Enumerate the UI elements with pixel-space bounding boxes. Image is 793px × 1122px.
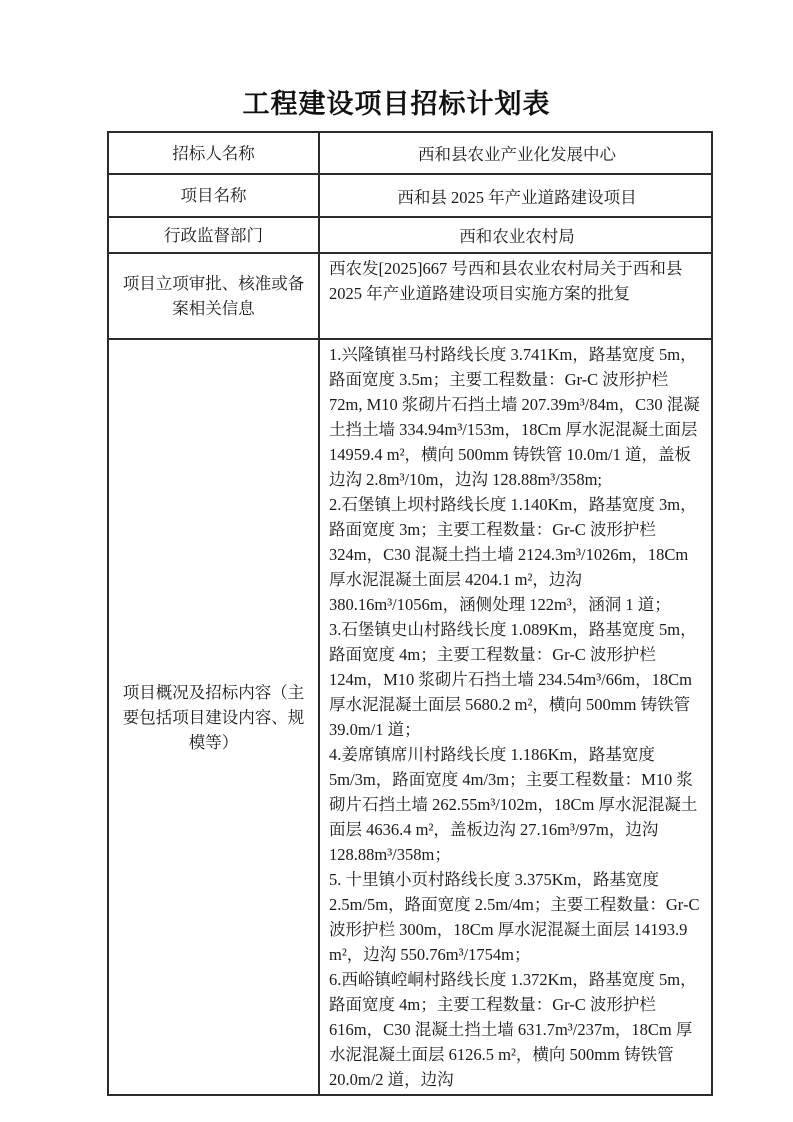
bidding-plan-table (107, 131, 713, 1096)
table-row-project-name (108, 174, 712, 217)
project-name-label: 项目名称 (108, 174, 319, 217)
road-section-item-5: 5. 十里镇小页村路线长度 3.375Km，路基宽度 2.5m/5m，路面宽度 2.5m/4m；主要工程数量：Gr-C 波形护栏 300m，18Cm 厚水泥混凝土面层 14193.9 m²，边沟 550.76m³/1754m； (329, 870, 700, 964)
project-overview-label: 项目概况及招标内容（主要包括项目建设内容、规模等） (108, 339, 319, 1095)
road-section-item-6: 6.西峪镇崆峒村路线长度 1.372Km，路基宽度 5m，路面宽度 4m；主要工程数量：Gr-C 波形护栏 616m，C30 混凝土挡土墙 631.7m³/237m，18Cm 厚水泥混凝土面层 6126.5 m²，横向 500mm 铸铁管 20.0m/2 道，边沟 (329, 970, 697, 1089)
table-row-approval-info (108, 253, 712, 339)
road-section-item-3: 3.石堡镇史山村路线长度 1.089Km，路基宽度 5m，路面宽度 4m；主要工程数量：Gr-C 波形护栏 124m，M10 浆砌片石挡土墙 234.54m³/66m，18Cm 厚水泥混凝土面层 5680.2 m²，横向 500mm 铸铁管 39.0m/1 道； (329, 620, 697, 739)
project-overview-value (319, 339, 712, 1095)
tenderer-name-label: 招标人名称 (108, 132, 319, 174)
table-row-tenderer-name (108, 132, 712, 174)
approval-info-label: 项目立项审批、核准或备案相关信息 (108, 253, 319, 339)
supervising-department-label: 行政监督部门 (108, 217, 319, 253)
table-row-supervising-department (108, 217, 712, 253)
supervising-department-value: 西和农业农村局 (319, 217, 712, 253)
road-section-item-1: 1.兴隆镇崔马村路线长度 3.741Km，路基宽度 5m，路面宽度 3.5m；主要工程数量：Gr-C 波形护栏 72m, M10 浆砌片石挡土墙 207.39m³/84m，C30 混凝土挡土墙 334.94m³/153m，18Cm 厚水泥混凝土面层 14959.4 m²，横向 500mm 铸铁管 10.0m/1 道，盖板边沟 2.8m³/10m，边沟 128.88m³/358m; (329, 345, 700, 489)
road-section-item-4: 4.姜席镇席川村路线长度 1.186Km，路基宽度 5m/3m，路面宽度 4m/3m；主要工程数量：M10 浆砌片石挡土墙 262.55m³/102m，18Cm 厚水泥混凝土面层 4636.4 m²，盖板边沟 27.16m³/97m，边沟 128.88m³/358m； (329, 745, 698, 864)
tenderer-name-value: 西和县农业产业化发展中心 (319, 132, 712, 174)
table-row-project-overview (108, 339, 712, 1095)
approval-info-value: 西农发[2025]667 号西和县农业农村局关于西和县 2025 年产业道路建设项目实施方案的批复 (319, 253, 712, 339)
project-name-value: 西和县 2025 年产业道路建设项目 (319, 174, 712, 217)
page-title: 工程建设项目招标计划表 (242, 89, 551, 119)
road-section-item-2: 2.石堡镇上坝村路线长度 1.140Km，路基宽度 3m，路面宽度 3m；主要工程数量：Gr-C 波形护栏 324m，C30 混凝土挡土墙 2124.3m³/1026m，18Cm 厚水泥混凝土面层 4204.1 m²，边沟 380.16m³/1056m，涵侧处理 122m³，涵洞 1 道； (329, 495, 697, 614)
